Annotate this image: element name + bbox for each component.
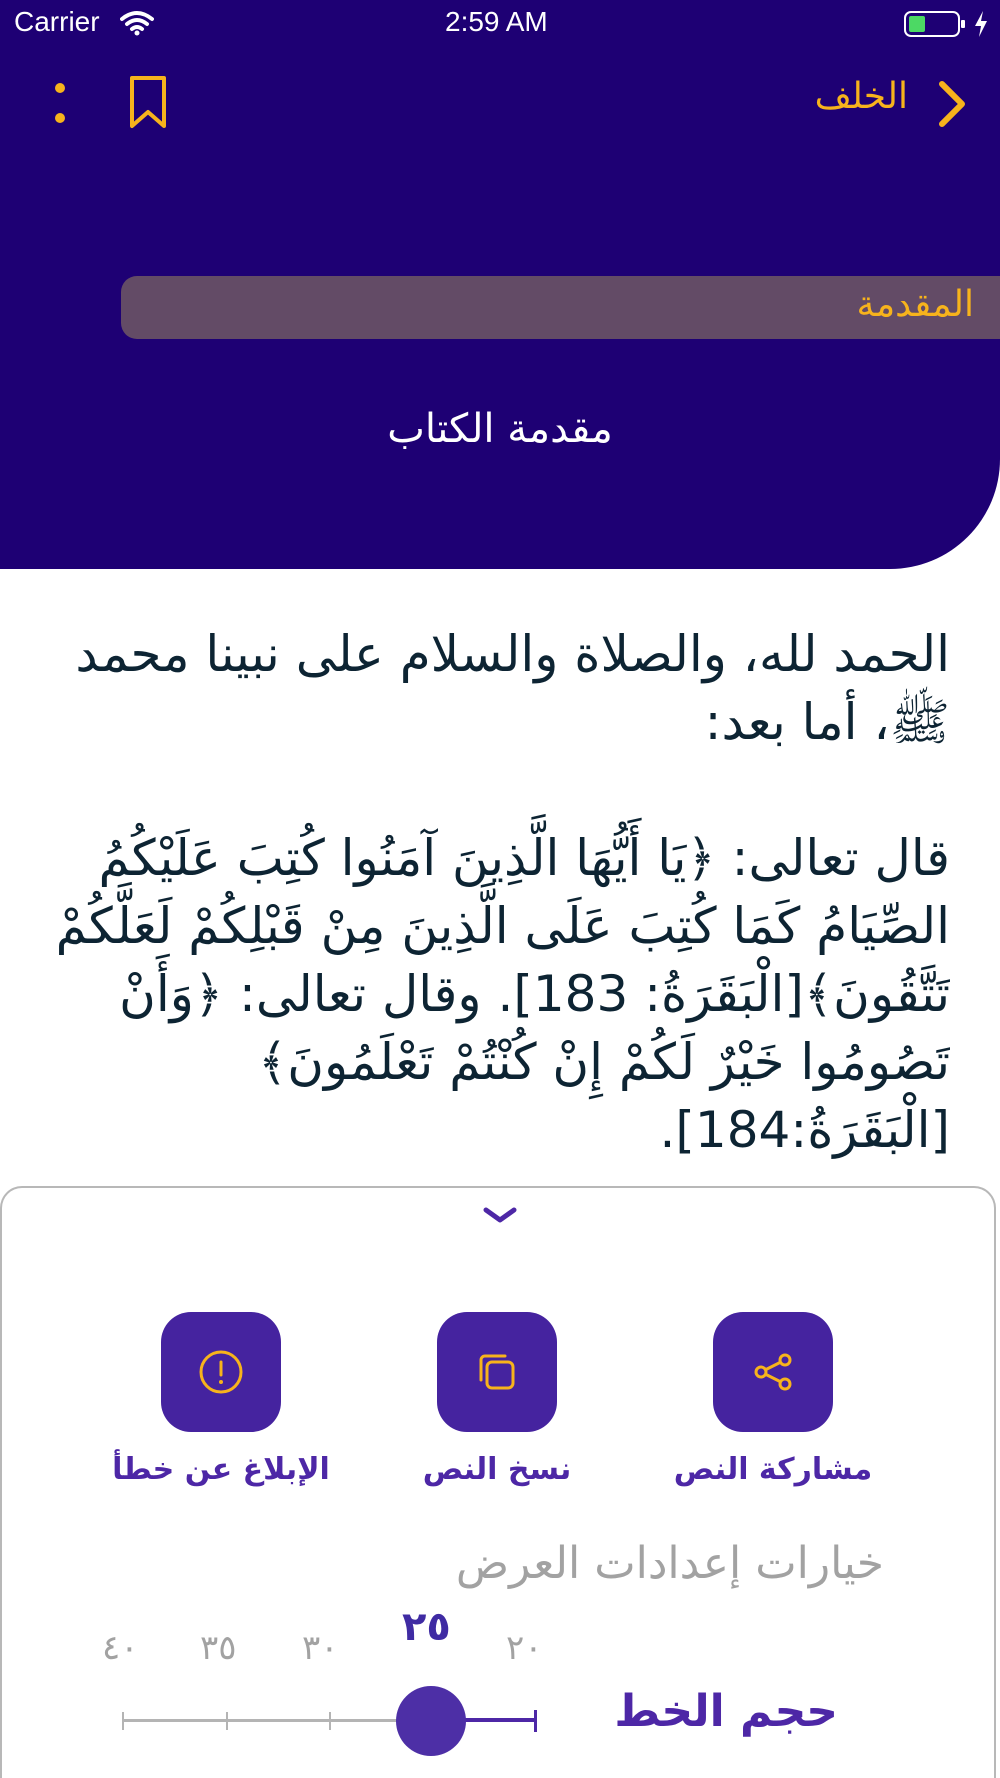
- slider-tick: [329, 1712, 331, 1730]
- report-error-action[interactable]: [101, 1312, 341, 1502]
- copy-label: نسخ النص: [422, 1452, 572, 1487]
- carrier-label: Carrier: [14, 6, 100, 37]
- copy-icon: [467, 1342, 527, 1402]
- header: [0, 0, 1000, 569]
- report-label: الإبلاغ عن خطأ: [112, 1452, 330, 1487]
- tick-label: ٣٠: [302, 1628, 339, 1668]
- chevron-down-icon[interactable]: [480, 1202, 520, 1230]
- battery-icon: [904, 10, 966, 38]
- status-time: 2:59 AM: [445, 6, 548, 37]
- paragraph: الحمد لله، والصلاة والسلام على نبينا محمد ﷺ، أما بعد:: [75, 625, 950, 751]
- charging-icon: [973, 10, 989, 38]
- report-button[interactable]: [161, 1312, 281, 1432]
- content-body: [50, 620, 950, 1180]
- copy-text-action[interactable]: [377, 1312, 617, 1502]
- paragraph: قال تعالى: ﴿يَا أَيُّهَا الَّذِينَ آمَنُوا كُتِبَ عَلَيْكُمُ الصِّيَامُ كَمَا كُتِبَ عَلَى الَّذِينَ مِنْ قَبْلِكُمْ لَعَلَّكُمْ تَتَّقُونَ﴾[الْبَقَرَةُ: 183]. وقال تعالى: ﴿وَأَنْ تَصُومُوا خَيْرٌ لَكُمْ إِنْ كُنْتُمْ تَعْلَمُونَ﴾[الْبَقَرَةُ:184].: [55, 829, 950, 1159]
- options-bottom-sheet: [0, 1186, 996, 1778]
- section-title: المقدمة: [856, 284, 974, 325]
- book-title: مقدمة الكتاب: [387, 406, 613, 452]
- slider-tick: [122, 1712, 124, 1730]
- wifi-icon: [120, 10, 154, 36]
- display-options-title: خيارات إعدادات العرض: [455, 1538, 884, 1589]
- slider-end: [534, 1710, 537, 1732]
- tick-label: ٤٠: [102, 1628, 139, 1668]
- status-bar: [0, 0, 1000, 50]
- share-text-action[interactable]: [653, 1312, 893, 1502]
- slider-thumb[interactable]: [396, 1686, 466, 1756]
- current-font-size: ٢٥: [402, 1604, 451, 1650]
- share-label: مشاركة النص: [673, 1452, 873, 1487]
- back-button[interactable]: [810, 70, 980, 136]
- section-pill: [121, 276, 1000, 339]
- chevron-right-icon: [934, 80, 970, 128]
- copy-button[interactable]: [437, 1312, 557, 1432]
- font-size-slider[interactable]: [122, 1706, 536, 1736]
- more-vertical-icon[interactable]: [48, 78, 72, 132]
- share-button[interactable]: [713, 1312, 833, 1432]
- alert-icon: [191, 1342, 251, 1402]
- tick-label: ٣٥: [200, 1628, 237, 1668]
- bookmark-icon[interactable]: [126, 74, 170, 130]
- tick-label: ٢٠: [506, 1628, 543, 1668]
- back-label: الخلف: [814, 76, 908, 117]
- font-size-label: حجم الخط: [614, 1686, 838, 1737]
- slider-tick: [226, 1712, 228, 1730]
- share-icon: [743, 1342, 803, 1402]
